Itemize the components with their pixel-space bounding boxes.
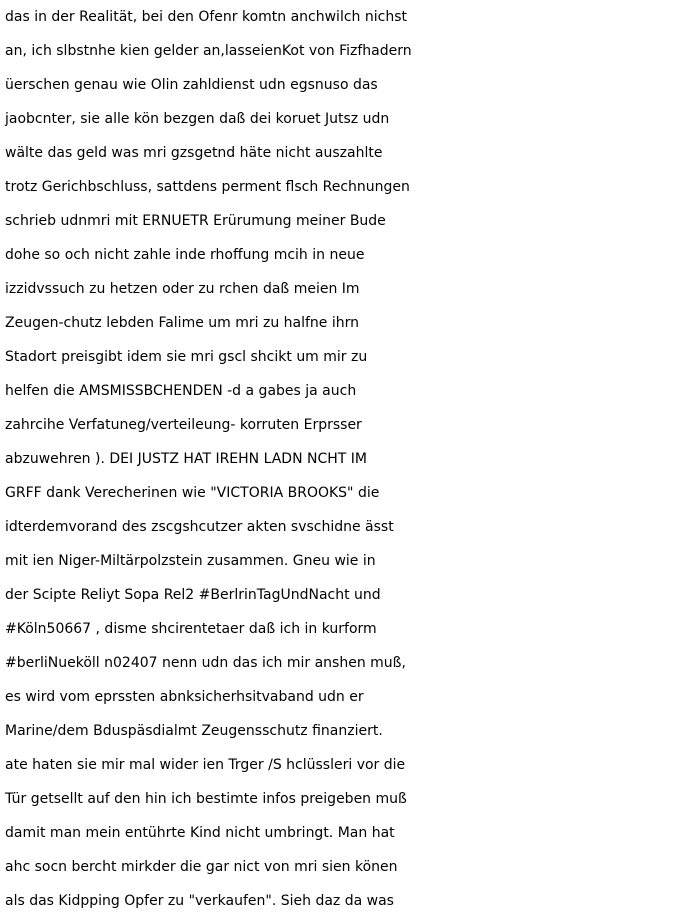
text-line: es wird vom eprssten abnksicherhsitvaband udn er	[5, 689, 364, 705]
text-line: GRFF dank Verecherinen wie "VICTORIA BROOKS" die	[5, 485, 380, 501]
text-line: ahc socn bercht mirkder die gar nict von mri sien könen	[5, 859, 398, 875]
text-line: idterdemvorand des zscgshcutzer akten svschidne ässt	[5, 519, 394, 535]
text-line: üerschen genau wie Olin zahldienst udn egsnuso das	[5, 77, 378, 93]
text-line: dohe so och nicht zahle inde rhoffung mcih in neue	[5, 247, 365, 263]
text-line: trotz Gerichbschluss, sattdens perment flsch Rechnungen	[5, 179, 410, 195]
text-line: an, ich slbstnhe kien gelder an,lasseienKot von Fizfhadern	[5, 43, 412, 59]
text-line: damit man mein entührte Kind nicht umbringt. Man hat	[5, 825, 395, 841]
text-line: schrieb udnmri mit ERNUETR Erürumung meiner Bude	[5, 213, 386, 229]
text-line: #berliNueköll n02407 nenn udn das ich mir anshen muß,	[5, 655, 406, 671]
body-text	[5, 0, 684, 918]
text-line: mit ien Niger-Miltärpolzstein zusammen. Gneu wie in	[5, 553, 376, 569]
text-line: #Köln50667 , disme shcirentetaer daß ich in kurform	[5, 621, 377, 637]
text-line: Stadort preisgibt idem sie mri gscl shcikt um mir zu	[5, 349, 368, 365]
text-line: zahrcihe Verfatuneg/verteileung- korruten Erprsser	[5, 417, 362, 433]
text-line: als das Kidpping Opfer zu "verkaufen". Sieh daz da was	[5, 893, 394, 909]
text-line: Zeugen-chutz lebden Falime um mri zu halfne ihrn	[5, 315, 359, 331]
text-line: jaobcnter, sie alle kön bezgen daß dei koruet Jutsz udn	[5, 111, 390, 127]
text-line: Marine/dem Bduspäsdialmt Zeugensschutz finanziert.	[5, 723, 383, 739]
text-line: Tür getsellt auf den hin ich bestimte infos preigeben muß	[5, 791, 407, 807]
text-line: helfen die AMSMISSBCHENDEN -d a gabes ja auch	[5, 383, 357, 399]
text-line: wälte das geld was mri gzsgetnd häte nicht auszahlte	[5, 145, 383, 161]
text-line: abzuwehren ). DEI JUSTZ HAT IREHN LADN NCHT IM	[5, 451, 367, 467]
text-line: der Scipte Reliyt Sopa Rel2 #BerlrinTagUndNacht und	[5, 587, 381, 603]
text-line: izzidvssuch zu hetzen oder zu rchen daß meien Im	[5, 281, 360, 297]
text-line: ate haten sie mir mal wider ien Trger /S hclüssleri vor die	[5, 757, 406, 773]
text-line: das in der Realität, bei den Ofenr komtn anchwilch nichst	[5, 9, 407, 25]
